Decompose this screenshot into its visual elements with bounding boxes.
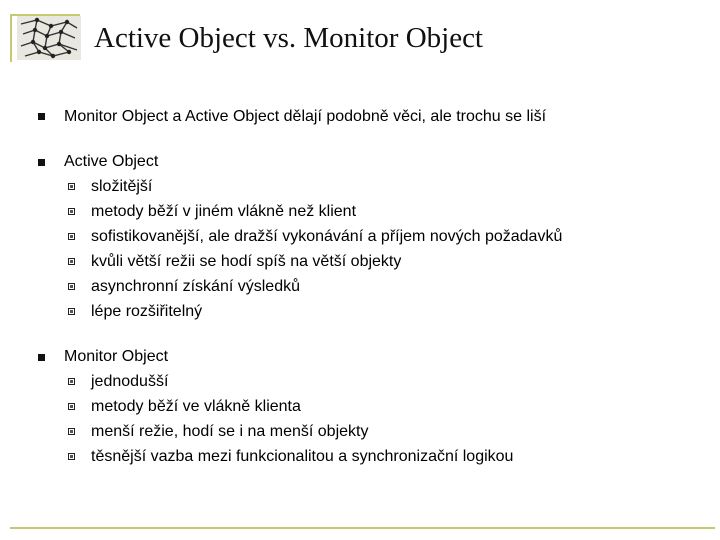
slide-title: Active Object vs. Monitor Object	[94, 22, 483, 54]
sub-item-text: menší režie, hodí se i na menší objekty	[91, 423, 369, 440]
footer-line	[10, 527, 715, 529]
bullet-text: Monitor Object	[64, 348, 169, 365]
sub-item-text: těsnější vazba mezi funkcionalitou a synchronizační logikou	[91, 448, 514, 465]
sub-bullet-marker	[68, 308, 75, 315]
sub-item-text: metody běží v jiném vlákně než klient	[91, 203, 357, 220]
bullet-text: Monitor Object a Active Object dělají podobně věci, ale trochu se liší	[64, 108, 547, 125]
sub-item-text: kvůli větší režii se hodí spíš na větší objekty	[91, 253, 402, 270]
sub-bullet-marker	[68, 378, 75, 385]
frame-left-line	[10, 14, 12, 62]
sub-bullet-marker	[68, 403, 75, 410]
sub-bullet-marker	[68, 283, 75, 290]
network-thumbnail-icon	[17, 16, 81, 60]
sub-item-text: složitější	[91, 178, 153, 195]
sub-bullet-marker	[68, 183, 75, 190]
sub-bullet-marker	[68, 233, 75, 240]
sub-bullet-marker	[68, 428, 75, 435]
bullet-marker	[38, 113, 45, 120]
sub-item-text: asynchronní získání výsledků	[91, 278, 300, 295]
sub-bullet-marker	[68, 258, 75, 265]
sub-item-text: lépe rozšiřitelný	[91, 303, 203, 320]
sub-bullet-marker	[68, 453, 75, 460]
sub-item-text: sofistikovanější, ale dražší vykonávání a příjem nových požadavků	[91, 228, 563, 245]
bullet-marker	[38, 354, 45, 361]
bullet-text: Active Object	[64, 153, 159, 170]
sub-bullet-marker	[68, 208, 75, 215]
bullet-marker	[38, 159, 45, 166]
sub-item-text: jednodušší	[91, 373, 169, 390]
sub-item-text: metody běží ve vlákně klienta	[91, 398, 301, 415]
